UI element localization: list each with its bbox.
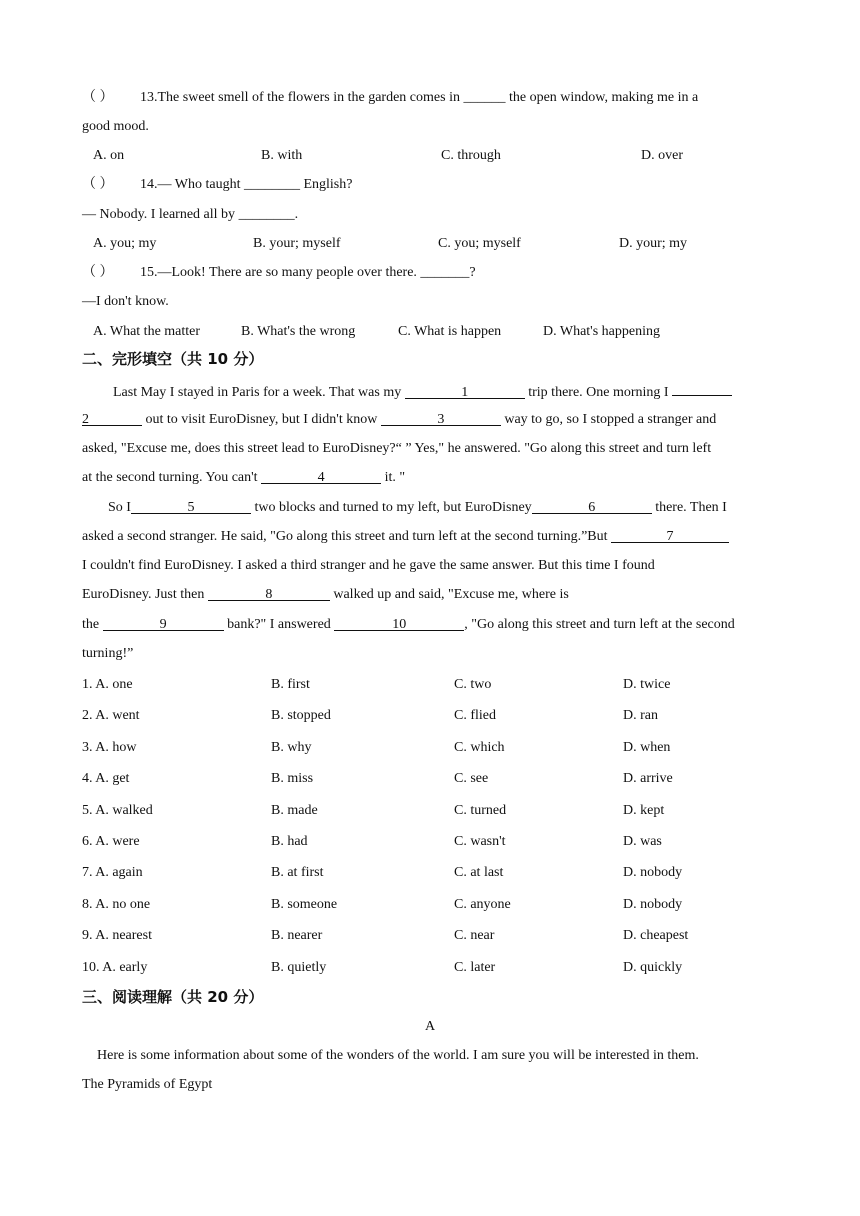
cloze-option: D. nobody <box>623 897 683 912</box>
passage-line: turning!” <box>82 646 134 661</box>
cloze-option: B. quietly <box>271 960 327 975</box>
cloze-option: D. nobody <box>623 865 683 880</box>
passage-text: the <box>82 617 103 632</box>
option-c: C. you; myself <box>438 236 521 251</box>
cloze-option: B. someone <box>271 897 338 912</box>
cloze-blank-6: 6 <box>532 499 652 514</box>
cloze-option: D. was <box>623 834 662 849</box>
cloze-blank-1: 1 <box>405 384 525 399</box>
cloze-blank-9: 9 <box>103 616 224 631</box>
passage-line <box>82 527 729 547</box>
passage-text: at the second turning. You can't <box>82 470 262 485</box>
answer-bracket: （ ） <box>82 90 114 105</box>
section-heading-cloze: 二、完形填空（共 10 分） <box>82 350 264 368</box>
cloze-option: C. see <box>454 771 489 786</box>
passage-line: asked, "Excuse me, does this street lead to EuroDisney?“ ” Yes," he answered. "Go along this street and turn left <box>82 441 712 456</box>
cloze-blank-2-start <box>672 381 732 396</box>
option-a: A. on <box>93 148 125 163</box>
passage-intro: Here is some information about some of the wonders of the world. I am sure you will be interested in them. <box>97 1048 699 1063</box>
answer-bracket: （ ） <box>82 265 114 280</box>
section-heading-reading: 三、阅读理解（共 20 分） <box>82 988 264 1006</box>
cloze-option: C. flied <box>454 708 496 723</box>
cloze-option: B. miss <box>271 771 314 786</box>
question-stem: the open window, making me in a <box>505 90 699 105</box>
cloze-option: 4. A. get <box>82 771 130 786</box>
passage-text: way to go, so I stopped a stranger and <box>500 412 717 427</box>
question-stem: 15.—Look! There are so many people over there. <box>140 265 421 280</box>
cloze-option: D. twice <box>623 677 671 692</box>
cloze-option: D. when <box>623 740 671 755</box>
passage-subtitle: The Pyramids of Egypt <box>82 1077 213 1092</box>
cloze-option: D. kept <box>623 803 665 818</box>
passage-line <box>113 381 732 403</box>
cloze-blank-4: 4 <box>261 469 381 484</box>
cloze-option: B. made <box>271 803 318 818</box>
answer-blank: ________ <box>243 177 300 192</box>
passage-text: , "Go along this street and turn left at the second <box>464 617 735 632</box>
option-d: D. over <box>641 148 683 163</box>
cloze-option: C. which <box>454 740 505 755</box>
question-stem: 13.The sweet smell of the flowers in the garden comes in <box>140 90 464 105</box>
cloze-blank-7: 7 <box>611 528 729 543</box>
passage-text: EuroDisney. Just then <box>82 587 208 602</box>
passage-text: asked a second stranger. He said, "Go along this street and turn left at the second turning.”But <box>82 529 612 544</box>
passage-line <box>82 410 716 430</box>
passage-text: two blocks and turned to my left, but EuroDisney <box>250 500 532 515</box>
cloze-option: D. ran <box>623 708 658 723</box>
cloze-option: D. cheapest <box>623 928 689 943</box>
answer-bracket: （ ） <box>82 177 114 192</box>
passage-line <box>108 498 727 518</box>
passage-text: So I <box>108 500 131 515</box>
cloze-option: 7. A. again <box>82 865 143 880</box>
passage-text: walked up and said, "Excuse me, where is <box>329 587 569 602</box>
option-b: B. with <box>261 148 303 163</box>
cloze-option: 8. A. no one <box>82 897 151 912</box>
cloze-blank-5: 5 <box>131 499 251 514</box>
question-14 <box>82 175 352 195</box>
cloze-option: B. at first <box>271 865 324 880</box>
cloze-blank-2: 2 <box>82 411 142 426</box>
question-line-2 <box>82 205 298 225</box>
option-d: D. your; my <box>619 236 688 251</box>
question-13 <box>82 88 698 108</box>
cloze-option: B. nearer <box>271 928 323 943</box>
cloze-option: B. first <box>271 677 310 692</box>
option-b: B. What's the wrong <box>241 324 356 339</box>
passage-text: bank?" I answered <box>223 617 335 632</box>
passage-line <box>82 585 569 605</box>
question-stem: 14.— Who taught <box>140 177 244 192</box>
answer-blank: ______ <box>463 90 506 105</box>
cloze-option: 1. A. one <box>82 677 133 692</box>
passage-label: A <box>424 1019 436 1034</box>
cloze-option: C. wasn't <box>454 834 506 849</box>
passage-text: out to visit EuroDisney, but I didn't know <box>142 412 381 427</box>
option-d: D. What's happening <box>543 324 660 339</box>
cloze-option: C. two <box>454 677 492 692</box>
cloze-option: C. turned <box>454 803 507 818</box>
question-stem: ? <box>469 265 476 280</box>
question-stem-continued: good mood. <box>82 119 149 134</box>
option-b: B. your; myself <box>253 236 341 251</box>
passage-text: trip there. One morning I <box>524 385 673 400</box>
cloze-option: C. at last <box>454 865 504 880</box>
cloze-option: 9. A. nearest <box>82 928 152 943</box>
option-a: A. What the matter <box>93 324 201 339</box>
cloze-option: C. near <box>454 928 495 943</box>
passage-text: it. " <box>381 470 406 485</box>
cloze-option: 5. A. walked <box>82 803 153 818</box>
passage-line <box>82 615 735 635</box>
cloze-option: B. stopped <box>271 708 331 723</box>
cloze-option: 2. A. went <box>82 708 140 723</box>
answer-blank: _______ <box>420 265 470 280</box>
cloze-blank-3: 3 <box>381 411 501 426</box>
question-stem: . <box>294 207 299 222</box>
cloze-blank-10: 10 <box>334 616 464 631</box>
cloze-blank-8: 8 <box>208 586 330 601</box>
question-15 <box>82 263 476 283</box>
question-stem: English? <box>299 177 353 192</box>
cloze-option: C. anyone <box>454 897 511 912</box>
cloze-option: B. why <box>271 740 312 755</box>
cloze-option: 10. A. early <box>82 960 148 975</box>
cloze-option: D. quickly <box>623 960 683 975</box>
passage-text: there. Then I <box>651 500 727 515</box>
option-a: A. you; my <box>93 236 157 251</box>
answer-blank: ________ <box>238 207 295 222</box>
passage-line <box>82 468 405 488</box>
cloze-option: D. arrive <box>623 771 673 786</box>
question-stem: — Nobody. I learned all by <box>82 207 239 222</box>
passage-text: Last May I stayed in Paris for a week. That was my <box>113 385 405 400</box>
cloze-option: C. later <box>454 960 496 975</box>
question-line-2: —I don't know. <box>82 294 169 309</box>
cloze-option: 3. A. how <box>82 740 137 755</box>
cloze-option: 6. A. were <box>82 834 140 849</box>
option-c: C. What is happen <box>398 324 502 339</box>
passage-line: I couldn't find EuroDisney. I asked a third stranger and he gave the same answer. But this time I found <box>82 558 655 573</box>
option-c: C. through <box>441 148 501 163</box>
cloze-option: B. had <box>271 834 308 849</box>
